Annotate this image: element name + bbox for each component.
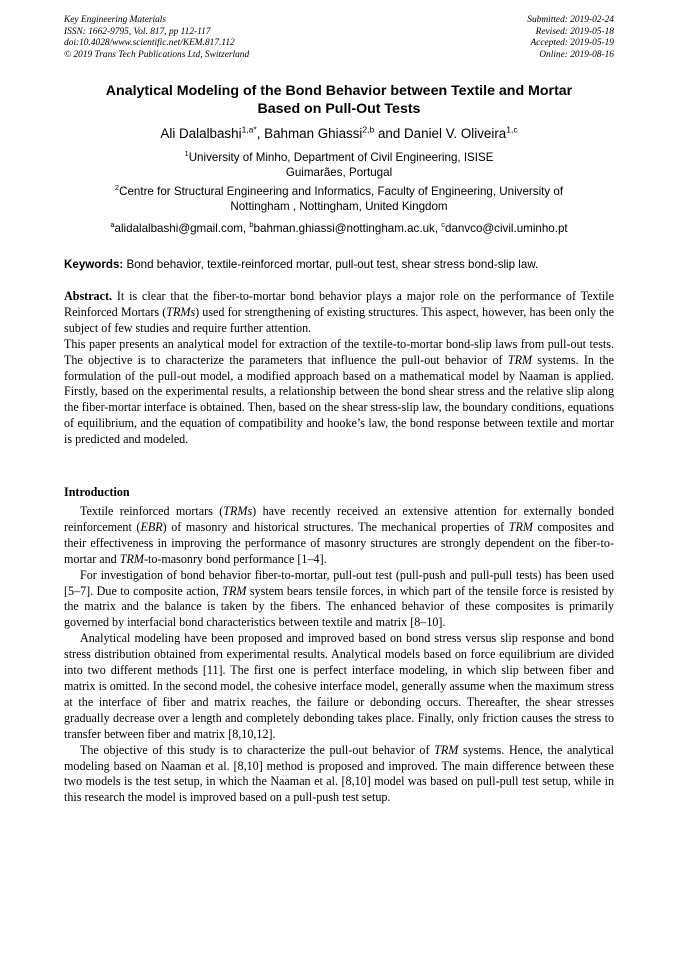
online-date: Online: 2019-08-16	[539, 49, 614, 60]
affiliation-2-line-2: Nottingham , Nottingham, United Kingdom	[230, 200, 448, 213]
intro-p4-text-b: systems. Hence, the analytical modeling based on Naaman et al. [8,10] method is proposed and improved. The main difference between these two models is the test setup, in which the Naaman et al. [8,10] model was based on pull-pull test setup, while in this research the model is improved based on a pull-push test setup.	[64, 742, 614, 805]
author-3: Daniel V. Oliveira	[404, 126, 507, 141]
journal-info	[64, 15, 249, 61]
intro-p1-text-d: composites and their effectiveness in improving the performance of masonry structures are strongly dependent on the fiber-to-mortar and	[64, 519, 614, 566]
affiliation-2	[64, 184, 614, 214]
author-3-affil: 1,c	[506, 124, 518, 135]
copyright-line: © 2019 Trans Tech Publications Ltd, Switzerland	[64, 49, 250, 60]
email-b: bahman.ghiassi@nottingham.ac.uk,	[253, 222, 442, 235]
email-c-marker: c	[441, 220, 446, 230]
keywords-label: Keywords:	[64, 258, 124, 271]
abstract-p2-text-a: This paper presents an analytical model for extraction of the textile-to-mortar bond-slip laws from pull-out tests. The objective is to characterize the parameters that influence the pull-out behavior of	[64, 336, 614, 367]
intro-p1-text-b: ) have recently received an extensive attention for externally bonded reinforcement (	[64, 504, 614, 534]
intro-p2-text-b: system bears tensile forces, in which part of the tensile force is resisted by the matrix and the balance is taken by the fibers. The enhanced behavior of these composites is primarily governed by interfacial bond characteristics between textile and matrix [8–10].	[64, 583, 614, 630]
author-sep-2: and	[374, 126, 405, 141]
intro-p1-text-e: -to-masonry bond performance [1–4].	[143, 551, 327, 566]
revised-date: Revised: 2019-05-18	[535, 26, 614, 37]
abstract-p2-term: TRM	[507, 352, 533, 367]
intro-p4-text-a: The objective of this study is to characterize the pull-out behavior of	[80, 742, 435, 757]
affiliation-1-line-1: University of Minho, Department of Civil Engineering, ISISE	[188, 151, 494, 164]
email-c: danvco@civil.uminho.pt	[445, 222, 568, 235]
author-sep-1: ,	[256, 126, 265, 141]
publication-dates	[527, 15, 614, 61]
intro-paragraph-4	[64, 743, 614, 807]
author-1-affil: 1,a*	[241, 124, 257, 135]
abstract-p1-text-a: It is clear that the fiber-to-mortar bond behavior plays a major role on the performance of Textile Reinforced Mortars (	[64, 289, 614, 319]
abstract-paragraph-2	[64, 337, 614, 448]
abstract-p1-text-b: ) used for strengthening of existing structures. This aspect, however, has been only the subject of few studies and require further attention.	[64, 304, 615, 335]
intro-p1-term-3: TRM	[508, 519, 533, 534]
affiliation-1-marker: 1	[184, 149, 189, 159]
doi-line: doi:10.4028/www.scientific.net/KEM.817.112	[64, 38, 235, 49]
author-list	[64, 125, 614, 142]
affiliation-1-line-2: Guimarães, Portugal	[285, 166, 393, 179]
title-line-1: Analytical Modeling of the Bond Behavior between Textile and Mortar	[105, 83, 573, 99]
title-line-2: Based on Pull-Out Tests	[257, 101, 421, 117]
abstract-p2-text-b: systems. In the formulation of the pull-out model, a modified approach based on a mathematical model by Naaman is applied. Firstly, based on the experimental results, a relationship between the bond shear stress and the relative slip along the fiber-mortar interface is obtained. Then, based on the shear stress-slip law, the boundary conditions, equations of equilibrium, and the equation of compatibility and hooke’s law, the bond response between textile and mortar is predicted and modeled.	[64, 352, 614, 447]
section-heading-introduction: Introduction	[64, 485, 130, 499]
abstract-label: Abstract.	[64, 289, 113, 303]
introduction-body	[64, 504, 614, 806]
author-2-affil: 2,b	[362, 124, 375, 135]
submitted-date: Submitted: 2019-02-24	[527, 15, 614, 25]
intro-p4-term: TRM	[434, 742, 459, 757]
abstract-paragraph-1	[64, 289, 614, 337]
email-a: alidalalbashi@gmail.com,	[114, 222, 250, 235]
affiliation-2-line-1: Centre for Structural Engineering and Informatics, Faculty of Engineering, University of	[119, 185, 564, 198]
abstract	[64, 289, 614, 448]
issn-line: ISSN: 1662-9795, Vol. 817, pp 112-117	[64, 26, 211, 37]
affiliation-1	[64, 150, 614, 180]
keywords-text: Bond behavior, textile-reinforced mortar, pull-out test, shear stress bond-slip law.	[123, 258, 539, 271]
email-list	[64, 221, 614, 236]
paper-title	[64, 82, 614, 118]
intro-p2-term: TRM	[222, 583, 247, 598]
journal-name: Key Engineering Materials	[64, 15, 167, 25]
intro-p1-term-4: TRM	[119, 551, 144, 566]
author-2: Bahman Ghiassi	[264, 126, 363, 141]
intro-p1-text-c: ) of masonry and historical structures. The mechanical properties of	[162, 519, 509, 534]
intro-p1-text-a: Textile reinforced mortars (	[80, 504, 224, 518]
email-b-marker: b	[249, 220, 254, 230]
intro-p2-text-a: For investigation of bond behavior fiber-to-mortar, pull-out test (pull-push and pull-pull tests) has been used [5–7]. Due to composite action,	[64, 567, 614, 598]
affiliation-2-marker: 2	[114, 183, 120, 193]
intro-paragraph-3: Analytical modeling have been proposed and improved based on bond stress versus slip response and bond stress distribution obtained from experimental results. Analytical models based on force equilibrium are divided into two different methods [11]. The first one is perfect interface modeling, in which slip between fiber and matrix is omitted. In the second model, the cohesive interface model, generally assume when the maximum stress at the interface of fiber and matrix reaches, the failure or debonding occurs. Thereafter, the shear stresses gradually decrease over a length and completely debonding takes place. Finally, only friction causes the stress to transfer between fiber and matrix [8,10,12].	[64, 631, 614, 741]
accepted-date: Accepted: 2019-05-19	[530, 38, 614, 49]
keywords	[64, 257, 614, 272]
abstract-p1-term: TRMs	[166, 304, 196, 319]
intro-paragraph-2	[64, 568, 614, 632]
intro-p1-term-1: TRMs	[223, 504, 253, 518]
email-a-marker: a	[110, 220, 115, 230]
intro-p1-term-2: EBR	[140, 519, 163, 534]
intro-paragraph-1	[64, 504, 614, 568]
author-1: Ali Dalalbashi	[160, 126, 242, 141]
